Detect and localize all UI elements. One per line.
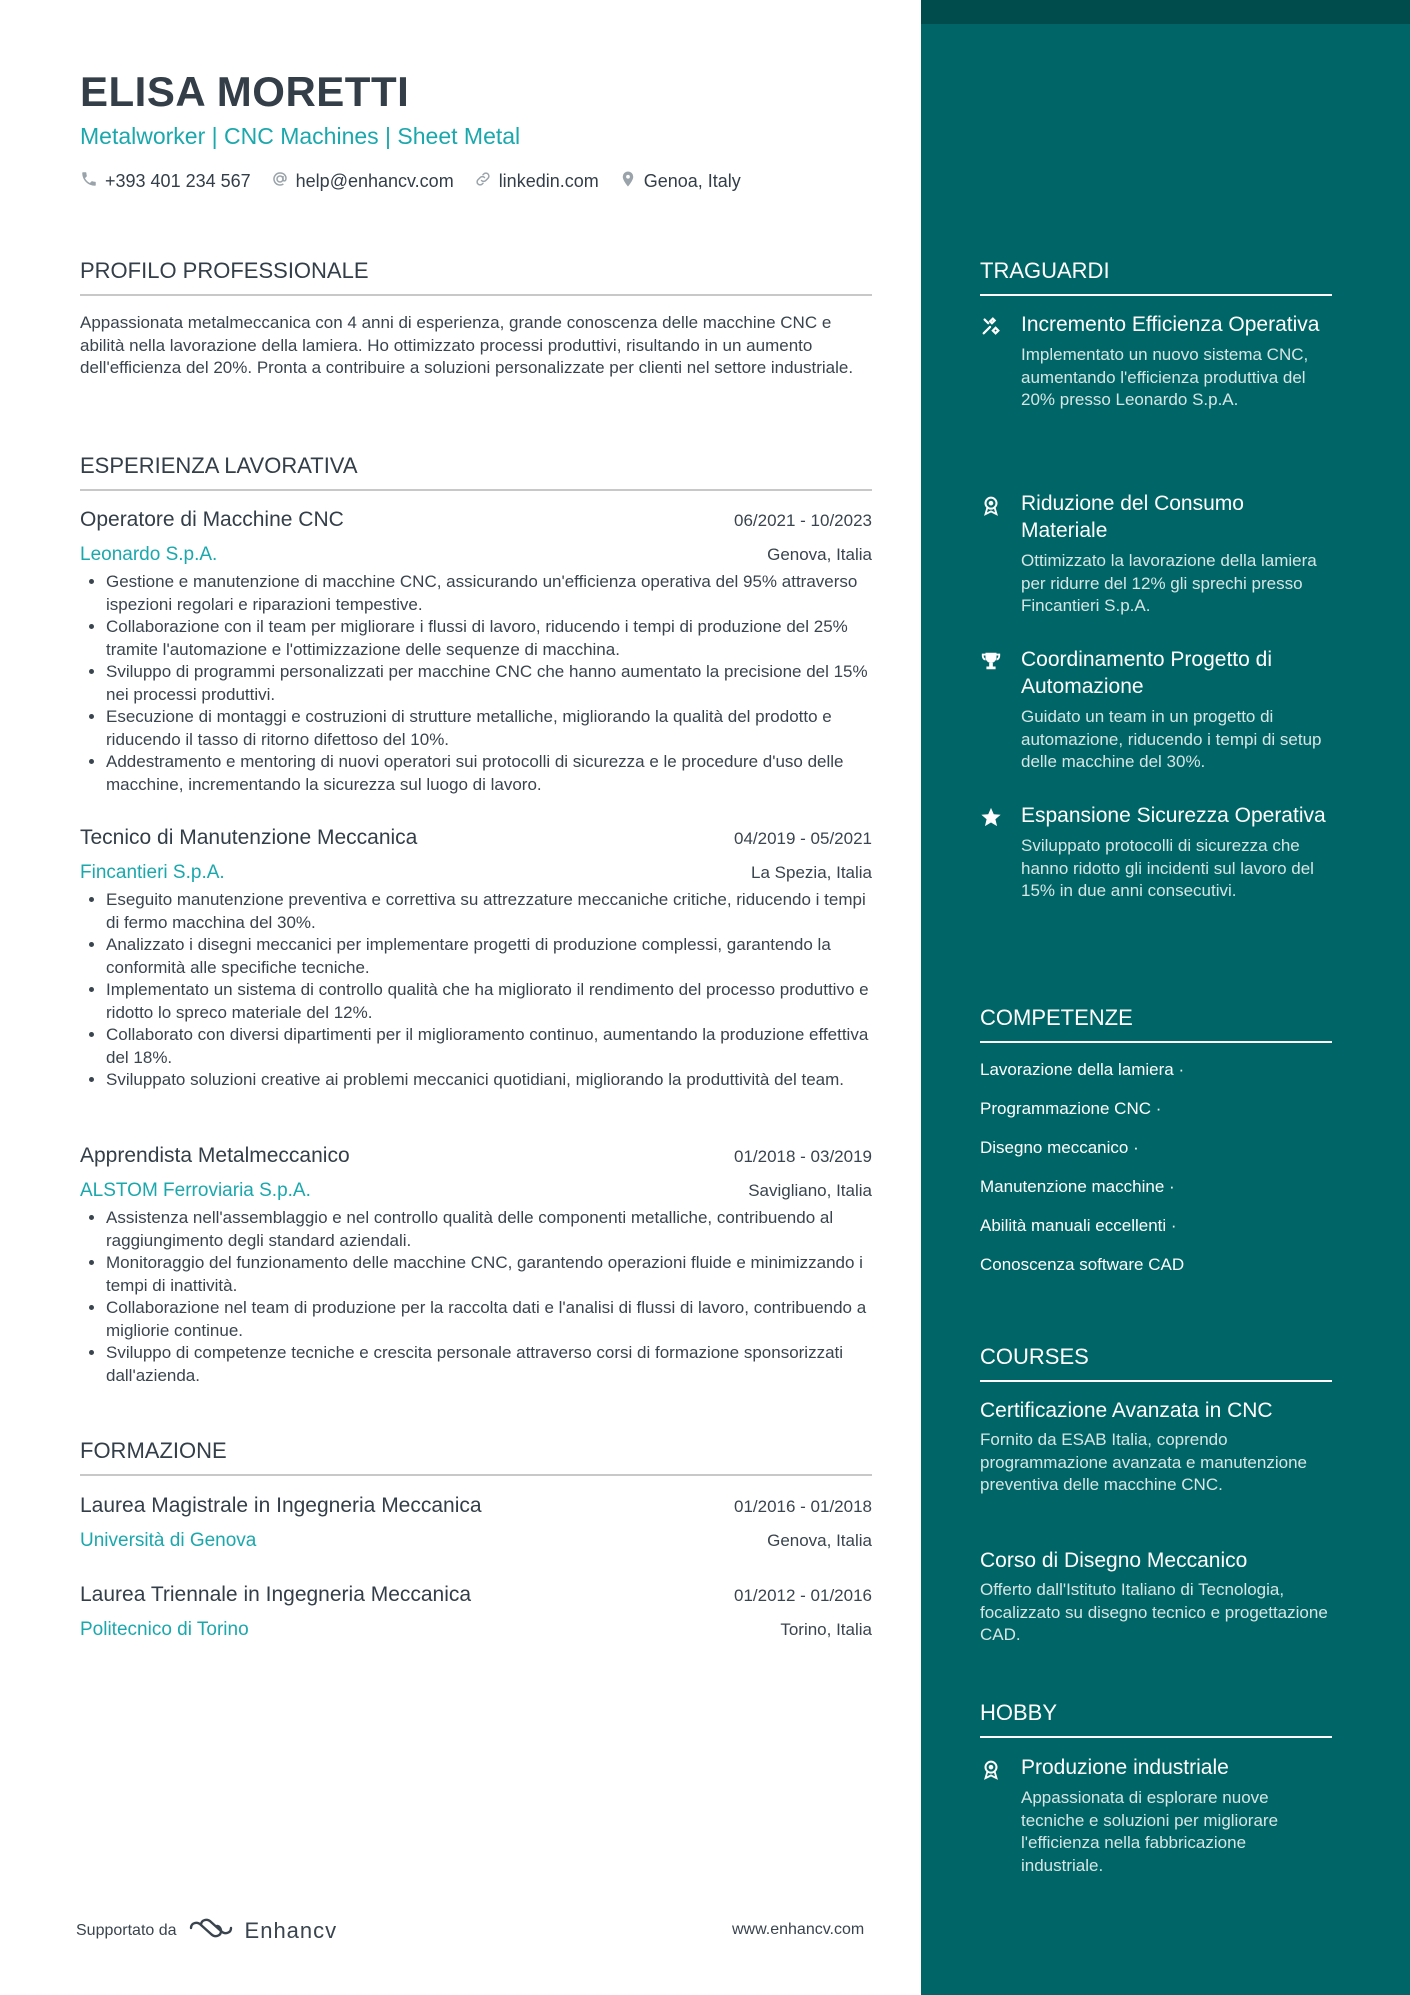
phone-icon bbox=[80, 170, 98, 193]
skills-list bbox=[980, 1059, 1332, 1293]
job-dates: 06/2021 - 10/2023 bbox=[733, 511, 872, 530]
skill-item: Manutenzione macchine · bbox=[980, 1177, 1175, 1196]
hobby-desc: Appassionata di esplorare nuove tecniche e soluzioni per migliorare l'efficienza nella fabbricazione industriale. bbox=[1021, 1788, 1279, 1875]
education-location: Torino, Italia bbox=[780, 1620, 872, 1639]
skill-item: Programmazione CNC · bbox=[980, 1099, 1162, 1118]
achievement-title: Espansione Sicurezza Operativa bbox=[1021, 804, 1326, 827]
at-icon bbox=[271, 170, 289, 193]
school-name[interactable]: Politecnico di Torino bbox=[80, 1619, 249, 1640]
bullet-item: • Addestramento e mentoring di nuovi operatori sui protocolli di sicurezza e le procedure d'uso delle macchine, incrementando la sicurezza sul luogo di lavoro. bbox=[106, 751, 872, 796]
company-name[interactable]: ALSTOM Ferroviaria S.p.A. bbox=[80, 1180, 311, 1201]
sidebar bbox=[921, 0, 1410, 1995]
experience-section-title: ESPERIENZA LAVORATIVA bbox=[80, 453, 872, 491]
course-item bbox=[980, 1548, 1332, 1647]
company-name[interactable]: Leonardo S.p.A. bbox=[80, 544, 218, 565]
contact-bar bbox=[80, 170, 741, 193]
trophy-icon bbox=[980, 650, 1002, 672]
contact-location bbox=[619, 170, 741, 193]
course-title: Corso di Disegno Meccanico bbox=[980, 1549, 1248, 1572]
footer-website[interactable]: www.enhancv.com bbox=[732, 1921, 865, 1938]
powered-by-label: Supportato da bbox=[76, 1921, 177, 1939]
job-entry bbox=[80, 508, 872, 796]
linkedin-text: linkedin.com bbox=[498, 171, 599, 191]
bullet-item: • Collaborazione con il team per migliorare i flussi di lavoro, riducendo i tempi di produzione del 25% tramite l'automazione e l'ottimizzazione delle sequenze di macchina. bbox=[106, 616, 872, 661]
job-entry bbox=[80, 826, 872, 1092]
contact-linkedin[interactable] bbox=[474, 170, 599, 193]
course-desc: Fornito da ESAB Italia, coprendo programmazione avanzata e manutenzione preventiva delle macchine CNC. bbox=[980, 1430, 1307, 1494]
achievement-title: Incremento Efficienza Operativa bbox=[1021, 313, 1320, 336]
contact-email[interactable] bbox=[271, 170, 454, 193]
bullet-item: • Gestione e manutenzione di macchine CNC, assicurando un'efficienza operativa del 95% attraverso ispezioni regolari e riparazioni tempestive. bbox=[106, 571, 872, 616]
star-icon bbox=[980, 806, 1002, 828]
job-title: Operatore di Macchine CNC bbox=[80, 508, 344, 531]
job-dates: 01/2018 - 03/2019 bbox=[733, 1147, 872, 1166]
email-text: help@enhancv.com bbox=[295, 171, 454, 191]
course-desc: Offerto dall'Istituto Italiano di Tecnologia, focalizzato su disegno tecnico e progettazione CAD. bbox=[980, 1580, 1328, 1644]
job-location: Genova, Italia bbox=[767, 545, 872, 564]
achievement-item bbox=[980, 490, 1332, 618]
skill-item: Lavorazione della lamiera · bbox=[980, 1060, 1185, 1079]
bullet-item: • Sviluppo di competenze tecniche e crescita personale attraverso corsi di formazione sponsorizzati dall'azienda. bbox=[106, 1342, 872, 1387]
achievement-item bbox=[980, 802, 1332, 903]
phone-text: +393 401 234 567 bbox=[105, 171, 251, 191]
education-entry bbox=[80, 1583, 872, 1641]
footer-powered-by[interactable] bbox=[76, 1916, 337, 1945]
candidate-title: Metalworker | CNC Machines | Sheet Metal bbox=[80, 123, 521, 149]
achievement-item bbox=[980, 646, 1332, 774]
education-dates: 01/2016 - 01/2018 bbox=[733, 1497, 872, 1516]
hobby-section-title: HOBBY bbox=[980, 1700, 1332, 1738]
job-dates: 04/2019 - 05/2021 bbox=[733, 829, 872, 848]
bullet-item: • Monitoraggio del funzionamento delle macchine CNC, garantendo operazioni fluide e minimizzando i tempi di inattività. bbox=[106, 1252, 872, 1297]
achievement-title: Riduzione del Consumo Materiale bbox=[1021, 492, 1244, 542]
job-location: La Spezia, Italia bbox=[751, 863, 872, 882]
profile-summary: Appassionata metalmeccanica con 4 anni di esperienza, grande conoscenza delle macchine CNC e abilità nella lavorazione della lamiera. Ho ottimizzato processi produttivi, risultando in un aumento dell'efficienza del 20%. Pronta a contribuire a soluzioni personalizzate per clienti nel settore industriale. bbox=[80, 313, 854, 377]
bullet-item: • Collaborato con diversi dipartimenti per il miglioramento continuo, aumentando la produzione effettiva del 18%. bbox=[106, 1024, 872, 1069]
company-name[interactable]: Fincantieri S.p.A. bbox=[80, 862, 225, 883]
bullet-item: • Collaborazione nel team di produzione per la raccolta dati e l'analisi di flussi di lavoro, contribuendo a migliorie continue. bbox=[106, 1297, 872, 1342]
link-icon bbox=[474, 170, 492, 193]
degree-title: Laurea Magistrale in Ingegneria Meccanica bbox=[80, 1494, 482, 1517]
brand-name: Enhancv bbox=[244, 1917, 338, 1943]
profile-section-title: PROFILO PROFESSIONALE bbox=[80, 258, 872, 296]
location-text: Genoa, Italy bbox=[643, 171, 741, 191]
education-section-title: FORMAZIONE bbox=[80, 1438, 872, 1476]
job-title: Apprendista Metalmeccanico bbox=[80, 1144, 350, 1167]
education-entry bbox=[80, 1494, 872, 1552]
bullet-item: • Esecuzione di montaggi e costruzioni di strutture metalliche, migliorando la qualità del prodotto e riducendo il tasso di ritorno difettoso del 10%. bbox=[106, 706, 872, 751]
skill-item: Conoscenza software CAD bbox=[980, 1255, 1185, 1274]
bullet-item: • Sviluppato soluzioni creative ai problemi meccanici quotidiani, migliorando la produttività del team. bbox=[106, 1069, 872, 1092]
skill-item: Disegno meccanico · bbox=[980, 1138, 1139, 1157]
job-bullets bbox=[80, 889, 872, 1092]
achievements-section-title: TRAGUARDI bbox=[980, 258, 1332, 296]
hobby-title: Produzione industriale bbox=[1021, 1756, 1229, 1779]
degree-title: Laurea Triennale in Ingegneria Meccanica bbox=[80, 1583, 472, 1606]
location-pin-icon bbox=[619, 170, 637, 193]
courses-section-title: COURSES bbox=[980, 1344, 1332, 1382]
bullet-item: • Analizzato i disegni meccanici per implementare progetti di produzione complessi, garantendo la conformità alle specifiche tecniche. bbox=[106, 934, 872, 979]
bullet-item: • Implementato un sistema di controllo qualità che ha migliorato il rendimento del processo produttivo e ridotto lo spreco materiale del 12%. bbox=[106, 979, 872, 1024]
bullet-item: • Sviluppo di programmi personalizzati per macchine CNC che hanno aumentato la precisione del 15% nei processi produttivi. bbox=[106, 661, 872, 706]
achievement-desc: Guidato un team in un progetto di automazione, riducendo i tempi di setup delle macchine del 30%. bbox=[1021, 707, 1322, 771]
school-name[interactable]: Università di Genova bbox=[80, 1530, 257, 1551]
education-location: Genova, Italia bbox=[767, 1531, 872, 1550]
sidebar-top-band bbox=[921, 0, 1410, 24]
bullet-item: • Eseguito manutenzione preventiva e correttiva su attrezzature meccaniche critiche, riducendo i tempi di fermo macchina del 30%. bbox=[106, 889, 872, 934]
achievement-title: Coordinamento Progetto di Automazione bbox=[1021, 648, 1272, 698]
award-icon bbox=[980, 494, 1002, 516]
tools-icon bbox=[980, 315, 1002, 337]
job-bullets bbox=[80, 1207, 872, 1387]
achievement-item bbox=[980, 311, 1332, 412]
achievement-desc: Ottimizzato la lavorazione della lamiera per ridurre del 12% gli sprechi presso Fincantieri S.p.A. bbox=[1021, 551, 1317, 615]
candidate-name: ELISA MORETTI bbox=[80, 68, 410, 115]
education-dates: 01/2012 - 01/2016 bbox=[733, 1586, 872, 1605]
achievement-desc: Sviluppato protocolli di sicurezza che hanno ridotto gli incidenti sul lavoro del 15% in due anni consecutivi. bbox=[1021, 836, 1314, 900]
bullet-item: • Assistenza nell'assemblaggio e nel controllo qualità delle componenti metalliche, contribuendo al raggiungimento degli standard aziendali. bbox=[106, 1207, 872, 1252]
achievement-desc: Implementato un nuovo sistema CNC, aumentando l'efficienza produttiva del 20% presso Leonardo S.p.A. bbox=[1021, 345, 1309, 409]
course-item bbox=[980, 1398, 1332, 1497]
job-bullets bbox=[80, 571, 872, 796]
hobby-item bbox=[980, 1754, 1332, 1877]
contact-phone[interactable] bbox=[80, 170, 251, 193]
course-title: Certificazione Avanzata in CNC bbox=[980, 1399, 1273, 1422]
award-icon bbox=[980, 1758, 1002, 1780]
job-entry bbox=[80, 1144, 872, 1387]
job-location: Savigliano, Italia bbox=[748, 1181, 872, 1200]
enhancv-logo-icon bbox=[187, 1916, 235, 1945]
skill-item: Abilità manuali eccellenti · bbox=[980, 1216, 1177, 1235]
job-title: Tecnico di Manutenzione Meccanica bbox=[80, 826, 418, 849]
skills-section-title: COMPETENZE bbox=[980, 1005, 1332, 1043]
